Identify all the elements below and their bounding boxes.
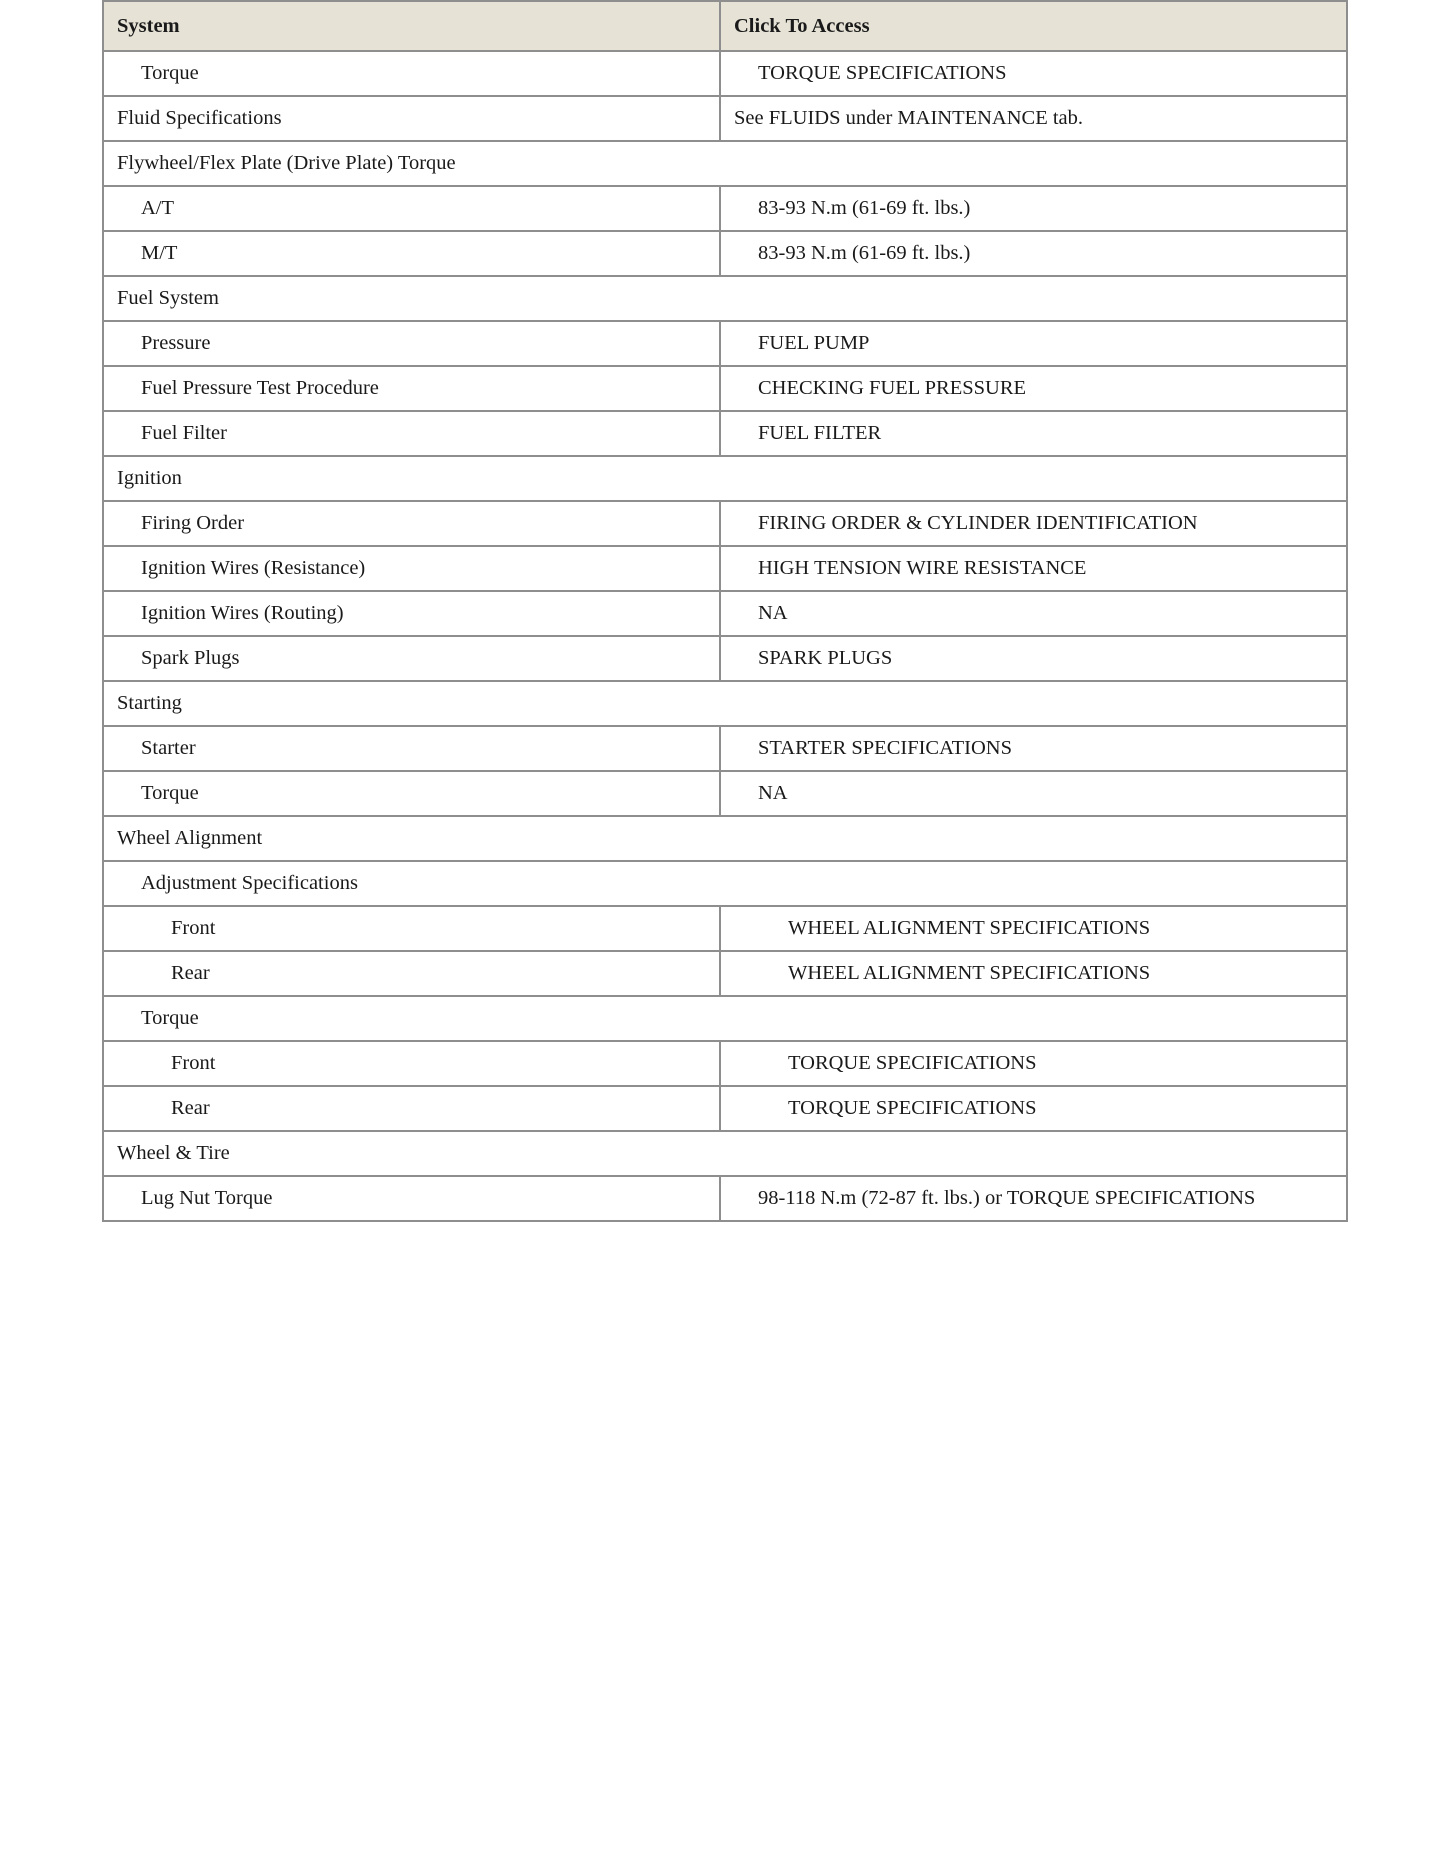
- table-row: [103, 501, 1347, 546]
- section-heading: Fuel System: [103, 276, 1347, 321]
- table-row: [103, 411, 1347, 456]
- section-heading: Flywheel/Flex Plate (Drive Plate) Torque: [103, 141, 1347, 186]
- table-row: [103, 1086, 1347, 1131]
- system-cell: Lug Nut Torque: [103, 1176, 720, 1221]
- access-value: See FLUIDS under MAINTENANCE tab.: [720, 96, 1347, 141]
- section-row: [103, 996, 1347, 1041]
- system-cell: Torque: [103, 771, 720, 816]
- table-row: [103, 1041, 1347, 1086]
- section-heading: Torque: [103, 996, 1347, 1041]
- system-cell: Rear: [103, 1086, 720, 1131]
- access-link[interactable]: STARTER SPECIFICATIONS: [720, 726, 1347, 771]
- access-link[interactable]: FUEL PUMP: [720, 321, 1347, 366]
- system-cell: Fuel Filter: [103, 411, 720, 456]
- access-value: 83-93 N.m (61-69 ft. lbs.): [720, 186, 1347, 231]
- table-row: [103, 591, 1347, 636]
- system-cell: Ignition Wires (Routing): [103, 591, 720, 636]
- section-row: [103, 816, 1347, 861]
- access-link[interactable]: SPARK PLUGS: [720, 636, 1347, 681]
- access-link[interactable]: FIRING ORDER & CYLINDER IDENTIFICATION: [720, 501, 1347, 546]
- table-row: [103, 321, 1347, 366]
- system-cell: Fuel Pressure Test Procedure: [103, 366, 720, 411]
- specifications-table: [102, 0, 1348, 1222]
- section-heading: Starting: [103, 681, 1347, 726]
- access-link[interactable]: WHEEL ALIGNMENT SPECIFICATIONS: [720, 906, 1347, 951]
- table-row: [103, 546, 1347, 591]
- access-value: 83-93 N.m (61-69 ft. lbs.): [720, 231, 1347, 276]
- table-row: [103, 231, 1347, 276]
- section-row: [103, 456, 1347, 501]
- section-heading: Wheel & Tire: [103, 1131, 1347, 1176]
- section-heading: Ignition: [103, 456, 1347, 501]
- table-row: [103, 951, 1347, 996]
- system-cell: Front: [103, 1041, 720, 1086]
- access-link[interactable]: TORQUE SPECIFICATIONS: [720, 1041, 1347, 1086]
- access-value: NA: [720, 771, 1347, 816]
- system-cell: Starter: [103, 726, 720, 771]
- section-row: [103, 276, 1347, 321]
- section-row: [103, 1131, 1347, 1176]
- table-row: [103, 906, 1347, 951]
- section-row: [103, 861, 1347, 906]
- section-row: [103, 141, 1347, 186]
- system-cell: Rear: [103, 951, 720, 996]
- table-row: [103, 636, 1347, 681]
- section-row: [103, 681, 1347, 726]
- section-heading: Wheel Alignment: [103, 816, 1347, 861]
- table-row: [103, 726, 1347, 771]
- table-row: [103, 1176, 1347, 1221]
- section-heading: Adjustment Specifications: [103, 861, 1347, 906]
- system-cell: A/T: [103, 186, 720, 231]
- access-link[interactable]: TORQUE SPECIFICATIONS: [720, 51, 1347, 96]
- access-link[interactable]: HIGH TENSION WIRE RESISTANCE: [720, 546, 1347, 591]
- system-cell: Fluid Specifications: [103, 96, 720, 141]
- header-click-to-access: Click To Access: [720, 1, 1347, 51]
- system-cell: Front: [103, 906, 720, 951]
- access-link[interactable]: CHECKING FUEL PRESSURE: [720, 366, 1347, 411]
- access-link[interactable]: WHEEL ALIGNMENT SPECIFICATIONS: [720, 951, 1347, 996]
- access-link[interactable]: TORQUE SPECIFICATIONS: [720, 1086, 1347, 1131]
- system-cell: Firing Order: [103, 501, 720, 546]
- system-cell: Spark Plugs: [103, 636, 720, 681]
- access-link[interactable]: 98-118 N.m (72-87 ft. lbs.) or TORQUE SPECIFICATIONS: [720, 1176, 1347, 1221]
- header-row: [103, 1, 1347, 51]
- table-header: [103, 1, 1347, 51]
- system-cell: Pressure: [103, 321, 720, 366]
- system-cell: Torque: [103, 51, 720, 96]
- table-body: [103, 51, 1347, 1221]
- table-row: [103, 51, 1347, 96]
- header-system: System: [103, 1, 720, 51]
- system-cell: Ignition Wires (Resistance): [103, 546, 720, 591]
- system-cell: M/T: [103, 231, 720, 276]
- access-link[interactable]: FUEL FILTER: [720, 411, 1347, 456]
- table-row: [103, 366, 1347, 411]
- table-row: [103, 96, 1347, 141]
- access-value: NA: [720, 591, 1347, 636]
- table-row: [103, 771, 1347, 816]
- table-row: [103, 186, 1347, 231]
